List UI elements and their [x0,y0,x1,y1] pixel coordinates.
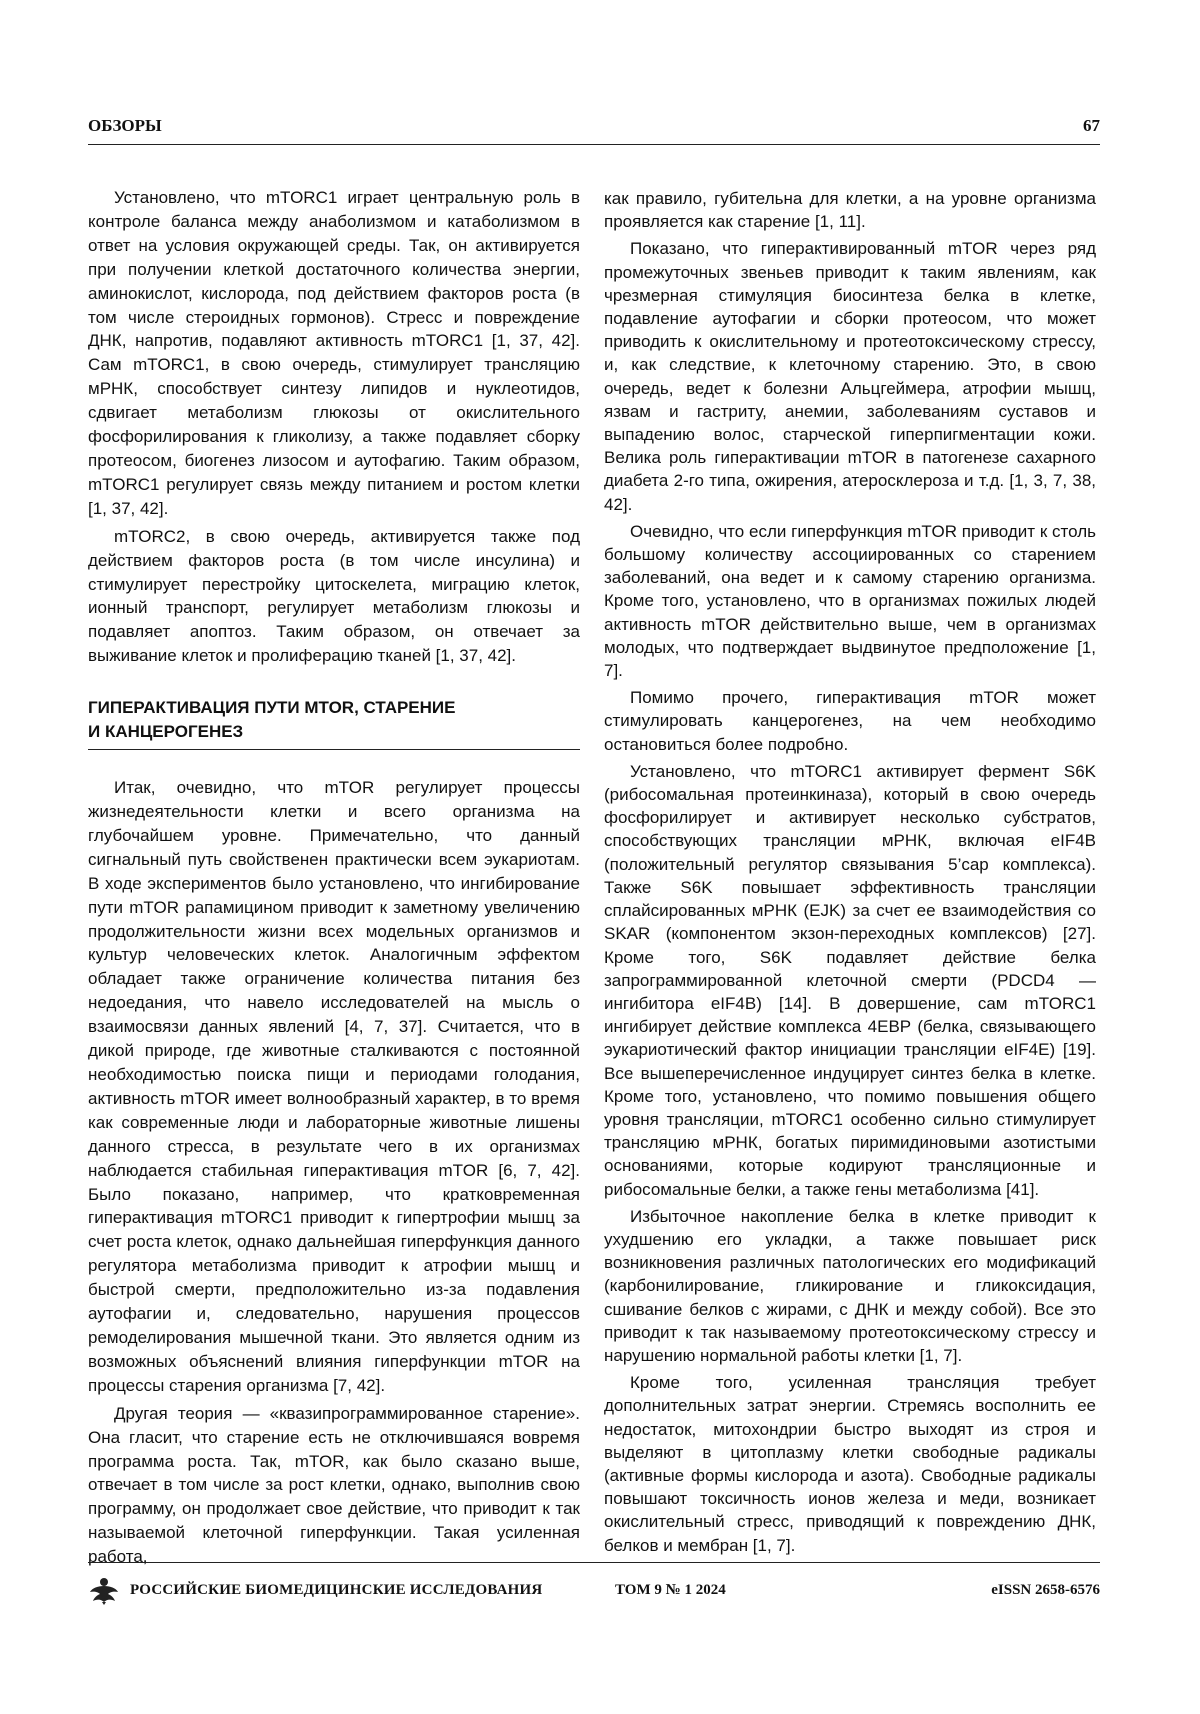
right-column [604,187,1096,1561]
paragraph: Помимо прочего, гиперактивация mTOR может стимулировать канцерогенез, на чем необходимо остановиться более подробно. [604,688,1096,754]
running-footer [88,1562,1100,1603]
journal-emblem-icon [88,1577,120,1605]
paragraph: Избыточное накопление белка в клетке приводит к ухудшению его укладки, а также повышает риск возникновения различных патологических его модификаций (карбонилирование, гликирование и гликоксидация, сшивание белков с жирами, с ДНК и между собой). Все это приводит к так называемому протеотоксическому стрессу и нарушению нормальной работы клетки [1, 7]. [604,1206,1096,1365]
paragraph: mTORC2, в свою очередь, активируется также под действием факторов роста (в том числе инсулина) и стимулирует перестройку цитоскелета, миграцию клеток, ионный транспорт, регулирует метаболизм глюкозы и подавляет апоптоз. Таким образом, он отвечает за выживание клеток и пролиферацию тканей [1, 37, 42]. [88,526,580,666]
paragraph: Кроме того, усиленная трансляция требует дополнительных затрат энергии. Стремясь восполнить ее недостаток, митохондрии быстро выходят из строя и выделяют в цитоплазму клетки свободные радикалы (активные формы кислорода и азота). Свободные радикалы повышают токсичность ионов железа и меди, возникает окислительный стресс, приводящий к повреждению ДНК, белков и мембран [1, 7]. [604,1373,1096,1555]
section-title: ОБЗОРЫ [88,116,162,135]
paragraph: Показано, что гиперактивированный mTOR через ряд промежуточных звеньев приводит к таким явлениям, как чрезмерная стимуляция биосинтеза белка в клетке, подавление аутофагии и сборки протеосом, что может приводить к окислительному и протеотоксическому стрессу, и, как следствие, к клеточному старению. Это, в свою очередь, ведет к болезни Альцгеймера, атрофии мышц, язвам и гастриту, анемии, заболеваниям суставов и выпадению волос, старческой гиперпигментации кожи. Велика роль гиперактивации mTOR в патогенезе сахарного диабета 2-го типа, ожирения, атеросклероза и т.д. [1, 3, 7, 38, 42]. [604,239,1096,514]
issn: eISSN 2658-6576 [991,1582,1100,1598]
page-number: 67 [1083,116,1100,135]
paragraph: Установлено, что mTORC1 активирует фермент S6K (рибосомальная протеинкиназа), который в свою очередь фосфорилирует и активирует несколько субстратов, способствующих трансляции мРНК, включая eIF4B (положительный регулятор связывания 5’cap комплекса). Также S6K повышает эффективность трансляции сплайсированных мРНК (EJK) за счет ее взаимодействия со SKAR (компонентом экзон-переходных комплексов) [27]. Кроме того, S6K подавляет действие белка запрограммированной клеточной смерти (PDCD4 — ингибитора eIF4B) [14]. В довершение, сам mTORC1 ингибирует действие комплекса 4EBP (белка, связывающего эукариотический фактор инициации трансляции eIF4E) [19]. Все вышеперечисленное индуцирует синтез белка в клетке. Кроме того, установлено, что помимо повышения общего уровня трансляции, mTORC1 особенно сильно стимулирует трансляцию мРНК, богатых пиримидиновыми азотистыми основаниями, которые кодируют трансляционные и рибосомальные белки, а также гены метаболизма [41]. [604,761,1096,1199]
section-heading-line: И КАНЦЕРОГЕНЕЗ [88,722,244,742]
left-column [88,186,580,1573]
section-heading [88,696,580,750]
running-header [88,112,1100,145]
paragraph: Очевидно, что если гиперфункция mTOR приводит к столь большому количеству ассоциированных со старением заболеваний, она ведет и к самому старению организма. Кроме того, установлено, что в организмах пожилых людей активность mTOR действительно выше, чем в организмах молодых, что подтверждает выдвинутое предположение [1, 7]. [604,521,1096,681]
issue-info: ТОМ 9 № 1 2024 [615,1582,726,1598]
paragraph: Установлено, что mTORC1 играет центральную роль в контроле баланса между анаболизмом и катаболизмом в ответ на условия окружающей среды. Так, он активируется при получении клеткой достаточного количества энергии, аминокислот, кислорода, под действием факторов роста (в том числе стероидных гормонов). Стресс и повреждение ДНК, напротив, подавляют активность mTORC1 [1, 37, 42]. Сам mTORC1, в свою очередь, стимулирует трансляцию мРНК, способствует синтезу липидов и нуклеотидов, сдвигает метаболизм глюкозы от окислительного фосфорилирования к гликолизу, а также подавляет сборку протеосом, биогенез лизосом и аутофагию. Таким образом, mTORC1 регулирует связь между питанием и ростом клетки [1, 37, 42]. [88,188,580,518]
paragraph: Другая теория — «квазипрограммированное старение». Она гласит, что старение есть не отключившаяся вовремя программа роста. Так, mTOR, как было сказано выше, отвечает в том числе за рост клетки, однако, выполнив свою программу, он продолжает свое действие, что приводит к так называемой клеточной гиперфункции. Такая усиленная работа, [88,1403,580,1567]
paragraph: Итак, очевидно, что mTOR регулирует процессы жизнедеятельности клетки и всего организма на глубочайшем уровне. Примечательно, что данный сигнальный путь свойственен практически всем эукариотам. В ходе экспериментов было установлено, что ингибирование пути mTOR рапамицином приводит к заметному увеличению продолжительности жизни всех модельных организмов и культур человеческих клеток. Аналогичным эффектом обладает также ограничение количества питания без недоедания, что навело исследователей на мысль о взаимосвязи данных явлений [4, 7, 37]. Считается, что в дикой природе, где животные сталкиваются с постоянной необходимостью поиска пищи и периодами голодания, активность mTOR имеет волнообразный характер, в то время как современные люди и лабораторные животные лишены данного стресса, в результате чего в их организмах наблюдается стабильная гиперактивация mTOR [6, 7, 42]. Было показано, например, что кратковременная гиперактивация mTORC1 приводит к гипертрофии мышц за счет роста клеток, однако дальнейшая гиперфункция данного регулятора метаболизма приводит к атрофии мышц и быстрой смерти, предположительно из-за подавления аутофагии и, следовательно, нарушения процессов ремоделирования мышечной ткани. Это является одним из возможных объяснений влияния гиперфункции mTOR на процессы старения организма [7, 42]. [88,778,580,1395]
paragraph-continuation: как правило, губительна для клетки, а на уровне организма проявляется как старение [1, 11]. [604,189,1096,232]
journal-title: РОССИЙСКИЕ БИОМЕДИЦИНСКИЕ ИССЛЕДОВАНИЯ [130,1582,543,1598]
section-heading-line: ГИПЕРАКТИВАЦИЯ ПУТИ MTOR, СТАРЕНИЕ [88,698,456,718]
